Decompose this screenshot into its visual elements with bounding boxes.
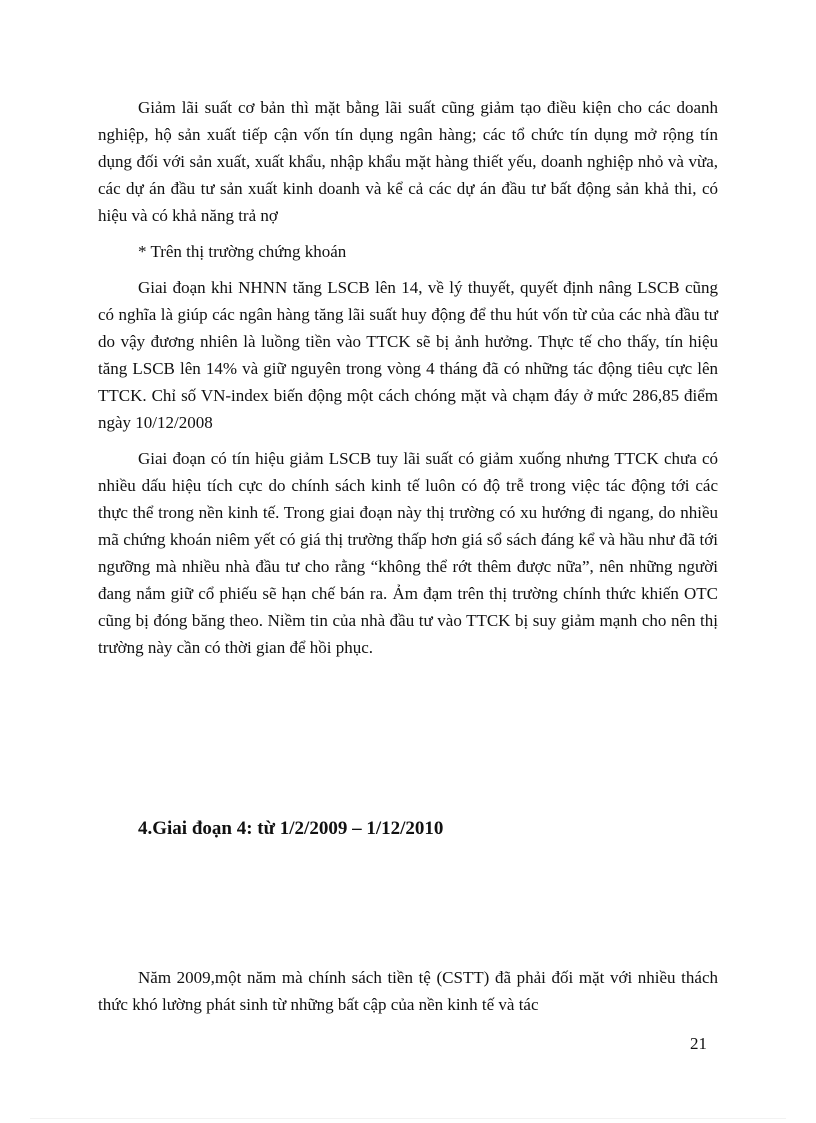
paragraph-lscb-increase: Giai đoạn khi NHNN tăng LSCB lên 14, về lý thuyết, quyết định nâng LSCB cũng có nghĩa là giúp các ngân hàng tăng lãi suất huy động để thu hút vốn từ của các nhà đầu tư do vậy đương nhiên là luồng tiền vào TTCK sẽ bị ảnh hưởng. Thực tế cho thấy, tín hiệu tăng LSCB lên 14% và giữ nguyên trong vòng 4 tháng đã có những tác động tiêu cực lên TTCK. Chỉ số VN-index biến động một cách chóng mặt và chạm đáy ở mức 286,85 điểm ngày 10/12/2008 (98, 278, 718, 432)
paragraph-interest-rate-cut: Giảm lãi suất cơ bản thì mặt bằng lãi suất cũng giảm tạo điều kiện cho các doanh nghiệp, hộ sản xuất tiếp cận vốn tín dụng ngân hàng; các tổ chức tín dụng mở rộng tín dụng đối với sản xuất, xuất khẩu, nhập khẩu mặt hàng thiết yếu, doanh nghiệp nhỏ và vừa, các dự án đầu tư sản xuất kinh doanh và kể cả các dự án đầu tư bất động sản khả thi, có hiệu và có khả năng trả nợ (98, 98, 718, 225)
body-text-top (98, 94, 718, 661)
body-text-bottom (98, 964, 718, 1018)
paragraph-stock-market-label: * Trên thị trường chứng khoán (138, 242, 347, 261)
paragraph-lscb-decrease: Giai đoạn có tín hiệu giảm LSCB tuy lãi suất có giảm xuống nhưng TTCK chưa có nhiều dấu hiệu tích cực do chính sách kinh tế luôn có độ trễ trong việc tác động tới các thực thể trong nền kinh tế. Trong giai đoạn này thị trường có xu hướng đi ngang, do nhiều mã chứng khoán niêm yết có giá thị trường thấp hơn giá sổ sách đáng kể và hầu như đã tới ngưỡng mà nhiều nhà đầu tư cho rằng “không thể rớt thêm được nữa”, nên những người đang nắm giữ cổ phiếu sẽ hạn chế bán ra. Ảm đạm trên thị trường chính thức khiến OTC cũng bị đóng băng theo. Niềm tin của nhà đầu tư vào TTCK bị suy giảm mạnh cho nên thị trường này cần có thời gian để hồi phục. (98, 449, 718, 657)
page-bottom-edge (30, 1118, 786, 1119)
section-heading: 4.Giai đoạn 4: từ 1/2/2009 – 1/12/2010 (138, 818, 444, 839)
paragraph-year-2009: Năm 2009,một năm mà chính sách tiền tệ (CSTT) đã phải đối mặt với nhiều thách thức khó lường phát sinh từ những bất cập của nền kinh tế và tác (98, 968, 718, 1014)
page-number: 21 (690, 1034, 707, 1053)
